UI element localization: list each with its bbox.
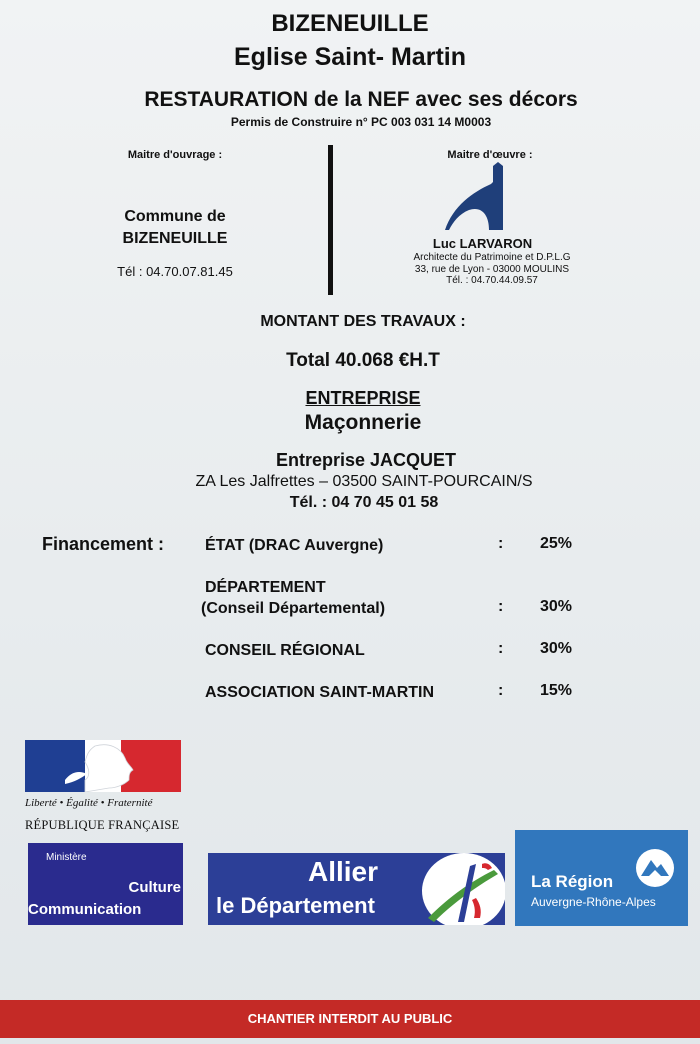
financing-item-name: ÉTAT (DRAC Auvergne) (205, 537, 384, 554)
architect-arch-logo-icon (443, 162, 515, 234)
republic-name: RÉPUBLIQUE FRANÇAISE (25, 818, 180, 832)
financing-item-name: CONSEIL RÉGIONAL (205, 642, 365, 659)
owner-name-line1: Commune de (124, 208, 226, 225)
region-subtitle: Auvergne-Rhône-Alpes (531, 895, 656, 909)
financing-item-percent: 25% (540, 535, 573, 552)
divider-line (328, 145, 333, 295)
project-title: RESTAURATION de la NEF avec ses décors (144, 88, 578, 111)
allier-subtitle: le Département (216, 893, 375, 918)
financing-item-name: ASSOCIATION SAINT-MARTIN (205, 684, 435, 701)
ministry-label: Ministère (46, 852, 87, 863)
ministry-culture: Culture (128, 879, 181, 896)
allier-emblem-icon (416, 853, 505, 925)
company-trade: Maçonnerie (304, 411, 422, 434)
marianne-flag-logo-icon (25, 740, 181, 792)
architect-label: Maitre d'œuvre : (447, 149, 533, 161)
church-title: Eglise Saint- Martin (234, 43, 466, 71)
company-address: ZA Les Jalfrettes – 03500 SAINT-POURCAIN/S (195, 473, 533, 490)
company-name: Entreprise JACQUET (275, 450, 457, 470)
architect-phone: Tél. : 04.70.44.09.57 (446, 275, 538, 286)
ministry-culture-logo (28, 843, 183, 925)
town-title: BIZENEUILLE (271, 10, 429, 37)
financing-item-colon: : (498, 535, 504, 552)
allier-title: Allier (308, 856, 379, 887)
financing-item-colon: : (498, 682, 504, 699)
financing-item-subname: (Conseil Départemental) (201, 600, 386, 617)
owner-phone: Tél : 04.70.07.81.45 (117, 264, 233, 279)
financing-item-colon: : (498, 640, 504, 657)
architect-details (392, 252, 592, 287)
allier-department-logo (208, 853, 505, 925)
architect-title: Architecte du Patrimoine et D.P.L.G (413, 252, 571, 263)
region-title: La Région (531, 872, 614, 891)
republic-motto: Liberté • Égalité • Fraternité (25, 797, 153, 809)
warning-banner-text: CHANTIER INTERDIT AU PUBLIC (247, 1011, 453, 1026)
owner-label: Maitre d'ouvrage : (127, 149, 223, 161)
works-total: Total 40.068 €H.T (286, 350, 440, 371)
architect-address: 33, rue de Lyon - 03000 MOULINS (414, 263, 570, 275)
financing-item-percent: 15% (540, 682, 573, 699)
owner-name (100, 206, 250, 250)
permit-number: Permis de Construire n° PC 003 031 14 M0003 (230, 115, 492, 129)
region-emblem-icon (633, 846, 677, 890)
financing-item-percent: 30% (540, 640, 573, 657)
owner-name-line2: BIZENEUILLE (122, 230, 228, 247)
financing-item-percent: 30% (540, 598, 573, 615)
architect-name: Luc LARVARON (432, 236, 533, 251)
works-amount-label: MONTANT DES TRAVAUX : (260, 313, 466, 330)
financing-item-name: DÉPARTEMENT (205, 579, 326, 596)
region-logo (515, 830, 688, 926)
ministry-communication: Communication (28, 901, 142, 918)
financing-item-colon: : (498, 598, 504, 615)
company-phone: Tél. : 04 70 45 01 58 (289, 494, 439, 511)
company-heading: ENTREPRISE (305, 388, 421, 408)
financing-label: Financement : (42, 534, 165, 554)
